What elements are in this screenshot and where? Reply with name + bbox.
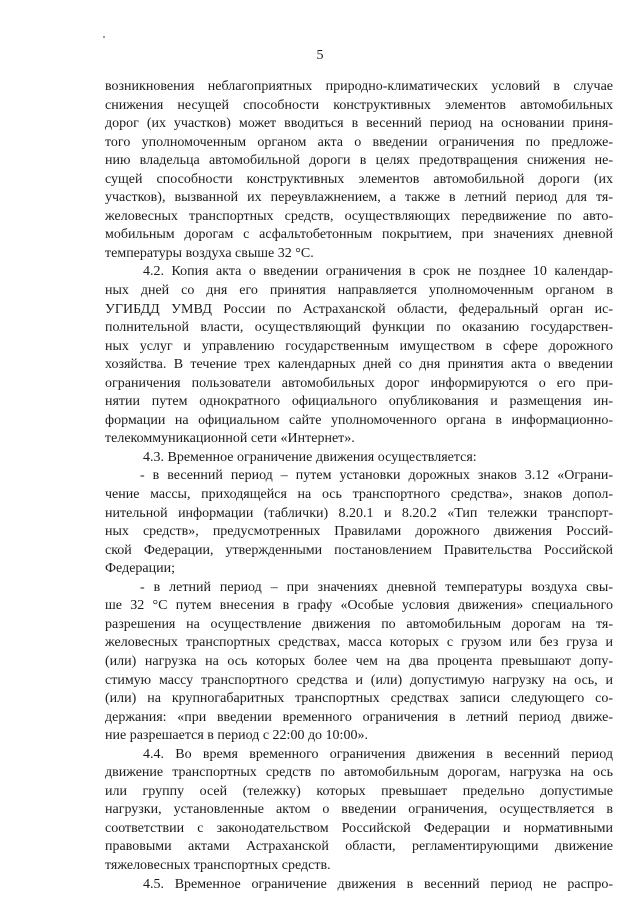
text-line: нагрузки, установленные актом о введении ограничения, осуществляется в [105,802,613,818]
text-line: разрешения на осуществление движения по автомобильным дорогам на тя- [105,616,613,632]
text-line: 4.4. Во время временного ограничения движения в весенний период [143,746,613,762]
text-line: возникновения неблагоприятных природно-климатических условий в случае [105,79,613,94]
text-line: чение массы, приходящейся на ось транспортного средства», знаков допол- [105,487,613,503]
text-line: формации на официальном сайте уполномоченного органа в информационно- [105,412,613,428]
text-line: снижения несущей способности конструктивных элементов автомобильных [105,97,613,113]
text-line: полнительной власти, осуществляющий функции по оказанию государствен- [105,320,613,336]
text-line: стимую массу транспортного средства и (или) допустимую нагрузку на ось, и [105,672,613,688]
text-line: сущей способности конструктивных элементов автомобильной дороги (их [105,171,613,187]
text-line: тяжеловесных транспортных средств. [105,857,331,873]
paragraph-p-continuation [105,78,613,263]
text-line: Федерации; [105,561,176,577]
text-line: ограничения пользователи автомобильных дорог информируются о его при- [105,375,613,391]
text-line: - в весенний период – путем установки дорожных знаков 3.12 «Ограни- [140,468,613,484]
text-line: мобильным дорогам с асфальтобетонным покрытием, при значениях дневной [105,227,613,243]
text-line: УГИБДД УМВД России по Астраханской области, федеральный орган ис- [105,301,613,317]
text-line: ных средств», предусмотренных Правилами дорожного движения Россий- [105,524,613,540]
text-line: или группу осей (тележку) которых превышает предельно допустимые [105,783,613,799]
text-line: (или) нагрузка на ось которых более чем на два процента превышают допу- [105,653,613,669]
text-line: правовыми актами Астраханской области, регламентирующими движение [105,839,613,855]
text-line: дорог (их участков) может вводиться в весенний период на основании приня- [105,116,613,132]
text-line: телекоммуникационной сети «Интернет». [105,431,355,447]
text-line: нительной информации (таблички) 8.20.1 и 8.20.2 «Тип тележки транспорт- [105,505,613,521]
text-line: желовесных транспортных средств, осуществляющих передвижение по авто- [105,208,613,224]
text-line: хозяйства. В течение трех календарных дней со дня принятия акта о введении [105,357,613,373]
text-line: (или) на крупногабаритных транспортных средствах записи следующего со- [105,691,613,707]
scan-speck [103,36,105,38]
text-line: ской Федерации, утвержденными постановлением Правительства Российской [105,542,613,558]
text-line: ше 32 °С путем внесения в графу «Особые условия движения» специального [105,598,613,614]
paragraph-p-4-3 [105,449,613,468]
text-line: движение транспортных средств по автомобильным дорогам, нагрузка на ось [105,765,613,781]
text-line: ных дней со дня его принятия направляется уполномоченным органом в [105,283,613,299]
text-line: ных услуг и управлению государственным имуществом в сфере дорожного [105,338,613,354]
text-line: участков), вызванной их переувлажнением, а также в летний период для тя- [105,190,613,206]
paragraph-p-4-2 [105,263,613,448]
paragraph-p-4-3-spring [105,467,613,578]
text-line: 4.5. Временное ограничение движения в весенний период не распро- [143,876,613,892]
paragraph-p-4-3-summer [105,579,613,746]
text-line: нию владельца автомобильной дороги в целях предотвращения снижения не- [105,153,613,169]
text-line: 4.2. Копия акта о введении ограничения в срок не позднее 10 календар- [143,264,613,280]
paragraph-p-4-5 [105,876,613,895]
text-line: того уполномоченным органом акта о введении ограничения по предложе- [105,134,613,150]
text-line: 4.3. Временное ограничение движения осуществляется: [143,449,477,465]
text-line: температуры воздуха свыше 32 °С. [105,245,314,261]
document-body [105,78,613,894]
page-number: 5 [316,48,324,63]
text-line: соответствии с законодательством Российской Федерации и нормативными [105,820,613,836]
text-line: нятии путем однократного официального опубликования и размещения ин- [105,394,613,410]
text-line: держания: «при введении временного ограничения в летний период движе- [105,709,613,725]
paragraph-p-4-4 [105,746,613,876]
text-line: ние разрешается в период с 22:00 до 10:00». [105,728,368,744]
text-line: желовесных транспортных средствах, масса которых с грузом или без груза и [105,635,613,651]
text-line: - в летний период – при значениях дневной температуры воздуха свы- [140,579,613,595]
